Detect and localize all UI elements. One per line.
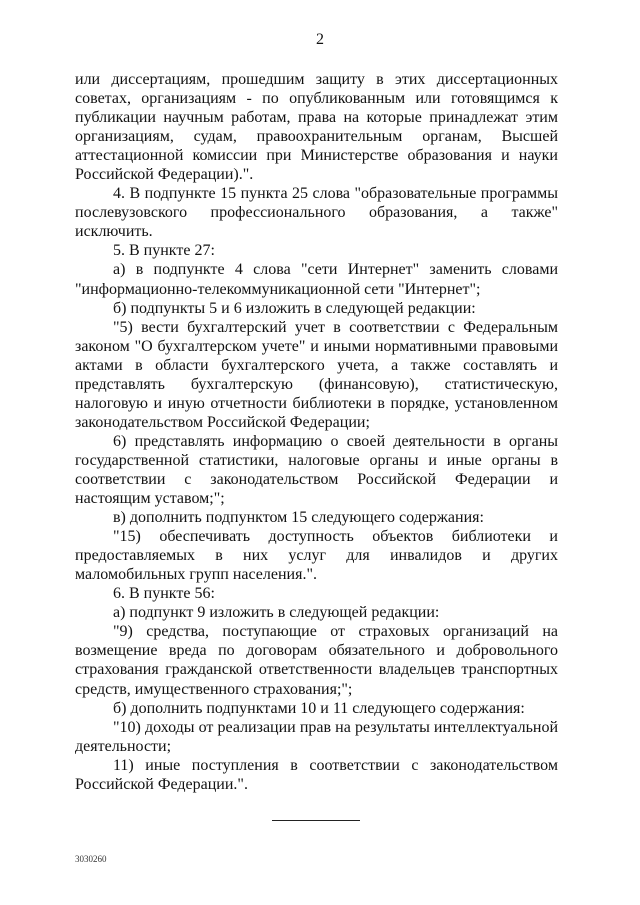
footer-divider	[272, 820, 360, 821]
paragraph: "10) доходы от реализации прав на результаты интеллектуальной деятельности;	[75, 718, 558, 755]
paragraph: а) подпункт 9 изложить в следующей редакции:	[113, 604, 440, 622]
paragraph: или диссертациям, прошедшим защиту в этих диссертационных советах, организациям - по опубликованным или готовящимся к публикации научным работам, права на которые принадлежат этим организациям, судам, правоохранительным органам, Высшей аттестационной комиссии при Министерстве образования и науки Российской Федерации).".	[75, 71, 558, 184]
paragraph: 6) представлять информацию о своей деятельности в органы государственной статистики, налоговые органы и иные органы в соответствии с законодательством Российской Федерации и настоящим уставом;";	[75, 432, 558, 508]
paragraph: б) подпункты 5 и 6 изложить в следующей редакции:	[113, 299, 476, 317]
paragraph: в) дополнить подпунктом 15 следующего содержания:	[113, 509, 484, 527]
paragraph: 4. В подпункте 15 пункта 25 слова "образовательные программы послевузовского профессионального образования, а также" исключить.	[75, 185, 558, 241]
paragraph: а) в подпункте 4 слова "сети Интернет" заменить словами "информационно-телекоммуникационной сети "Интернет";	[75, 261, 558, 298]
paragraph: 5. В пункте 27:	[113, 242, 215, 260]
paragraph: б) дополнить подпунктами 10 и 11 следующего содержания:	[113, 699, 525, 717]
paragraph: 11) иные поступления в соответствии с законодательством Российской Федерации.".	[75, 756, 558, 793]
paragraph: "5) вести бухгалтерский учет в соответствии с Федеральным законом "О бухгалтерском учете" и иными нормативными правовыми актами в области бухгалтерского учета, а также составлять и представлять бухгалтерскую (финансовую), статистическую, налоговую и иную отчетности библиотеки в порядке, установленном законодательством Российской Федерации;	[75, 318, 558, 431]
paragraph: "9) средства, поступающие от страховых организаций на возмещение вреда по договорам обязательного и добровольного страхования гражданской ответственности владельцев транспортных средств, имущественного страхования;";	[75, 623, 558, 698]
paragraph: 6. В пункте 56:	[113, 585, 215, 603]
page-number: 2	[316, 31, 324, 48]
document-code: 3030260	[75, 854, 107, 864]
document-body	[75, 70, 558, 794]
paragraph: "15) обеспечивать доступность объектов библиотеки и предоставляемых в них услуг для инвалидов и других маломобильных групп населения.".	[75, 528, 558, 584]
